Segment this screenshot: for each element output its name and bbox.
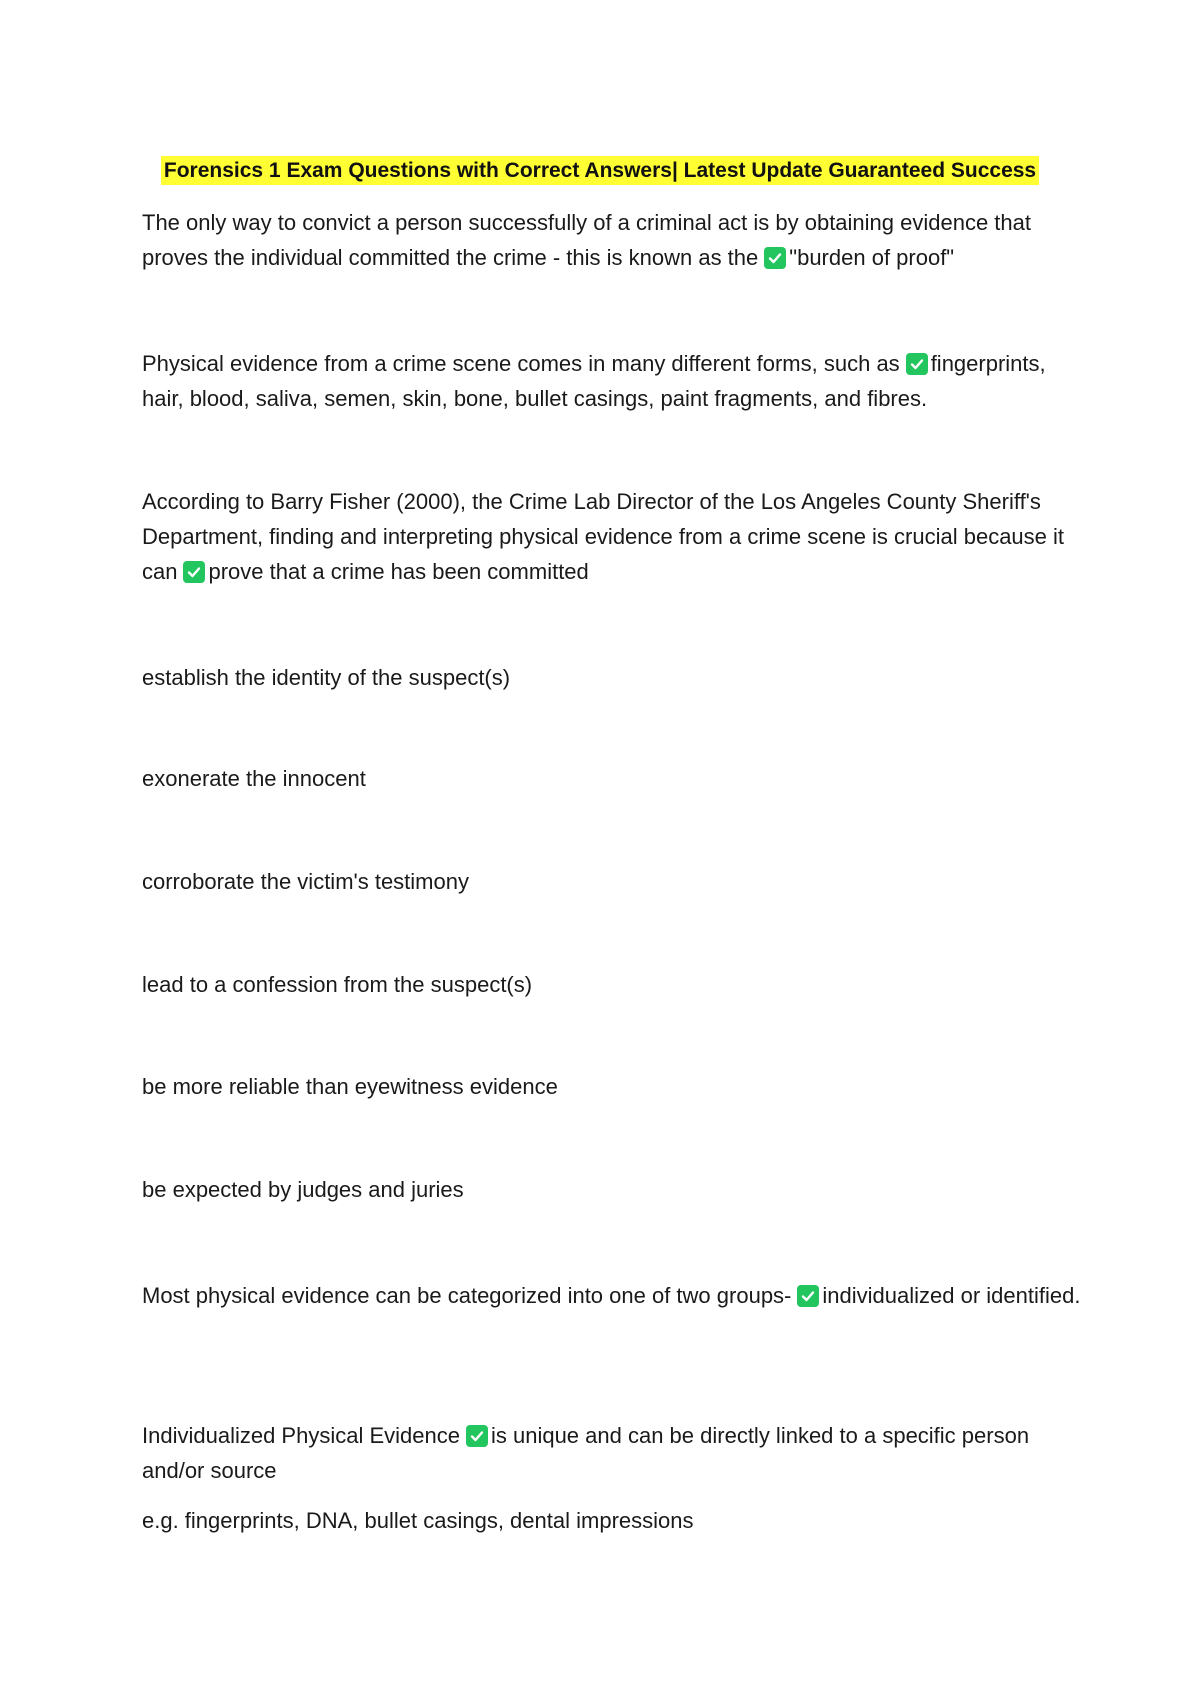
check-box-icon bbox=[906, 353, 928, 375]
check-box-icon bbox=[797, 1285, 819, 1307]
answer-line: exonerate the innocent bbox=[142, 766, 366, 791]
question-text: According to Barry Fisher (2000), the Crime Lab Director of the Los Angeles County Sheriff's Department, finding and interpreting physical evidence from a crime scene is crucial because it can bbox=[142, 489, 1065, 584]
check-box-icon bbox=[183, 561, 205, 583]
answer-text: "burden of proof" bbox=[789, 245, 955, 270]
answer-line: corroborate the victim's testimony bbox=[142, 869, 469, 894]
question-5 bbox=[142, 1418, 1082, 1488]
question-text: Physical evidence from a crime scene comes in many different forms, such as bbox=[142, 351, 900, 376]
answer-line: be more reliable than eyewitness evidence bbox=[142, 1074, 558, 1099]
question-text: Individualized Physical Evidence bbox=[142, 1423, 460, 1448]
answer-text: prove that a crime has been committed bbox=[208, 559, 589, 584]
check-box-icon bbox=[764, 247, 786, 269]
answer-line: establish the identity of the suspect(s) bbox=[142, 665, 511, 690]
question-text: The only way to convict a person successfully of a criminal act is by obtaining evidence that proves the individual committed the crime - this is known as the bbox=[142, 210, 1032, 270]
answer-line: be expected by judges and juries bbox=[142, 1177, 464, 1202]
document-title: Forensics 1 Exam Questions with Correct Answers| Latest Update Guaranteed Success bbox=[161, 156, 1039, 185]
answer-line: lead to a confession from the suspect(s) bbox=[142, 972, 533, 997]
question-4 bbox=[142, 1278, 1082, 1313]
check-box-icon bbox=[466, 1425, 488, 1447]
question-3 bbox=[142, 484, 1082, 589]
answer-text: individualized or identified. bbox=[822, 1283, 1081, 1308]
answer-text: is unique and can be directly linked to a specific person and/or source bbox=[142, 1423, 1030, 1483]
question-2 bbox=[142, 346, 1082, 416]
answer-text: fingerprints, hair, blood, saliva, semen, skin, bone, bullet casings, paint fragments, and fibres. bbox=[142, 351, 1046, 411]
question-1 bbox=[142, 205, 1082, 275]
question-text: Most physical evidence can be categorized into one of two groups- bbox=[142, 1283, 792, 1308]
example-line: e.g. fingerprints, DNA, bullet casings, dental impressions bbox=[142, 1508, 694, 1533]
title-row bbox=[0, 156, 1200, 185]
